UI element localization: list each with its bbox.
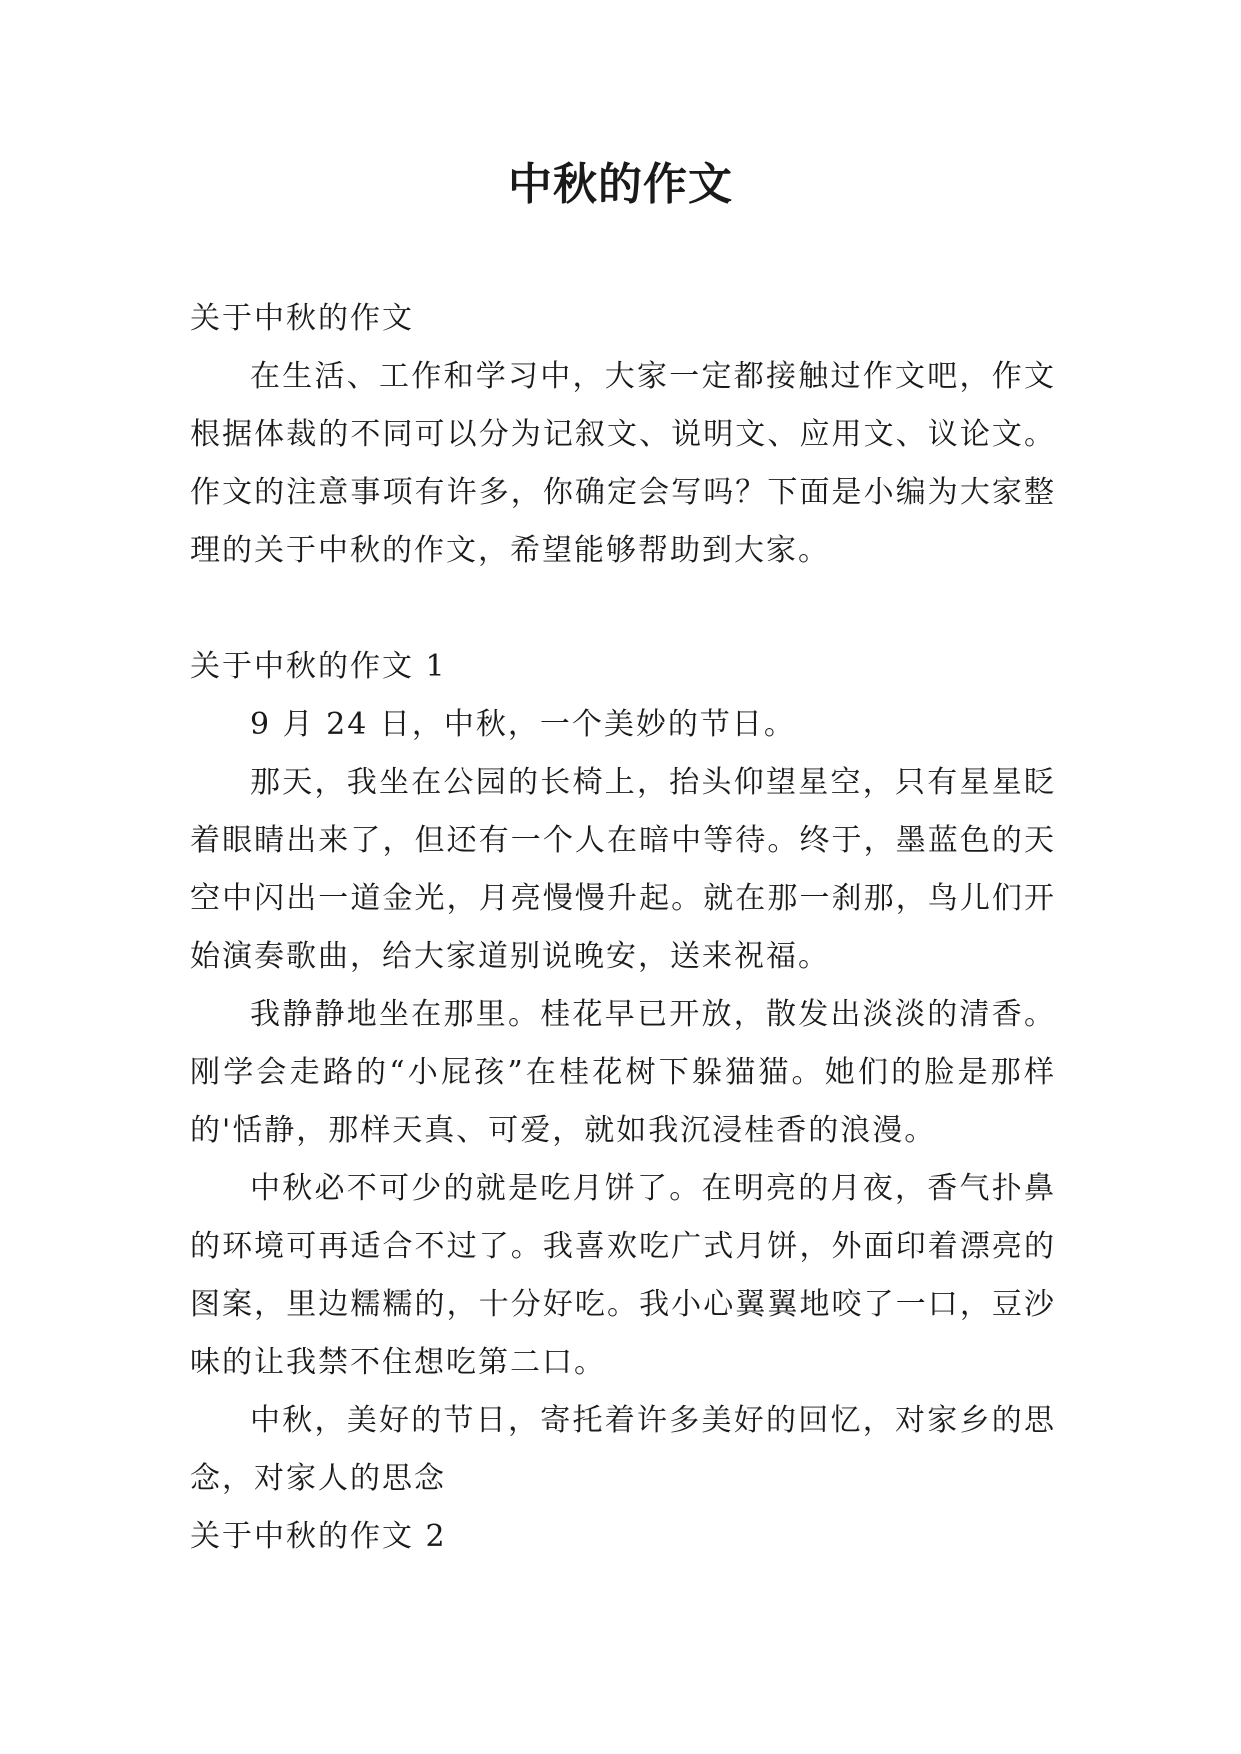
- intro-paragraph: 在生活、工作和学习中，大家一定都接触过作文吧，作文根据体裁的不同可以分为记叙文、说明文、应用文、议论文。作文的注意事项有许多，你确定会写吗？下面是小编为大家整理的关于中秋的作文，希望能够帮助到大家。: [190, 359, 1056, 568]
- document-body: [190, 290, 1056, 1566]
- intro-heading: 关于中秋的作文: [190, 301, 414, 336]
- essay1-paragraph-3: 我静静地坐在那里。桂花早已开放，散发出淡淡的清香。刚学会走路的“小屁孩”在桂花树下躲猫猫。她们的脸是那样的'恬静，那样天真、可爱，就如我沉浸桂香的浪漫。: [190, 997, 1056, 1148]
- essay1-paragraph-2: 那天，我坐在公园的长椅上，抬头仰望星空，只有星星眨着眼睛出来了，但还有一个人在暗中等待。终于，墨蓝色的天空中闪出一道金光，月亮慢慢升起。就在那一刹那，鸟儿们开始演奏歌曲，给大家道别说晚安，送来祝福。: [190, 765, 1056, 974]
- document-title: 中秋的作文: [508, 159, 733, 210]
- essay1-paragraph-4: 中秋必不可少的就是吃月饼了。在明亮的月夜，香气扑鼻的环境可再适合不过了。我喜欢吃广式月饼，外面印着漂亮的图案，里边糯糯的，十分好吃。我小心翼翼地咬了一口，豆沙味的让我禁不住想吃第二口。: [190, 1171, 1056, 1380]
- essay2-heading: 关于中秋的作文 2: [190, 1519, 447, 1554]
- essay1-heading: 关于中秋的作文 1: [190, 649, 447, 684]
- essay1-paragraph-5: 中秋，美好的节日，寄托着许多美好的回忆，对家乡的思念，对家人的思念: [190, 1403, 1056, 1496]
- essay1-paragraph-1: 9 月 24 日，中秋，一个美妙的节日。: [250, 707, 796, 742]
- section-spacer: [190, 580, 1056, 638]
